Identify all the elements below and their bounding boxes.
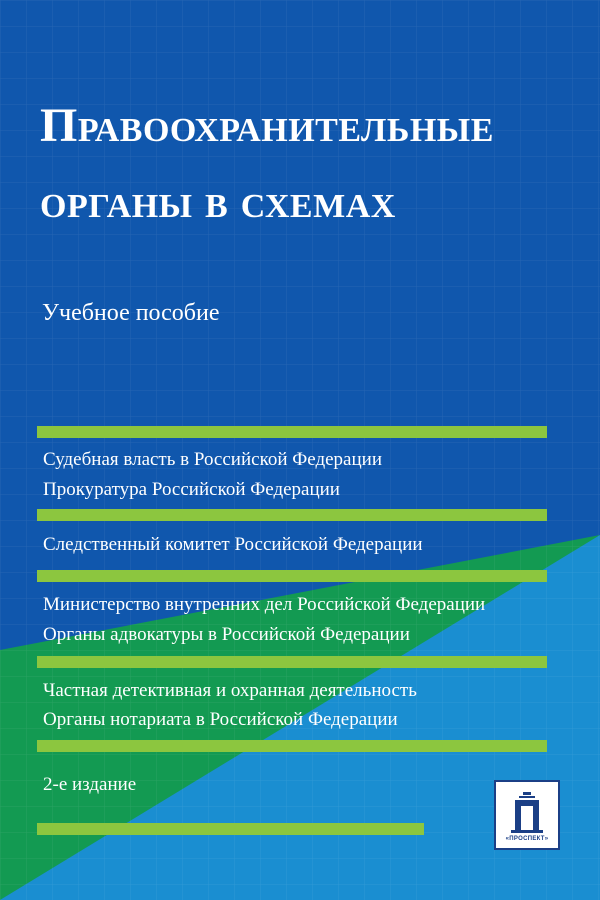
divider-bar-5 bbox=[37, 740, 547, 752]
title-text-1: Правоохранительные bbox=[40, 99, 494, 152]
divider-bar-2 bbox=[37, 509, 547, 521]
topic-advocacy: Органы адвокатуры в Российской Федерации bbox=[43, 624, 410, 645]
topic-investigative-committee: Следственный комитет Российской Федерации bbox=[43, 534, 423, 555]
topic-notary: Органы нотариата в Российской Федерации bbox=[43, 709, 398, 730]
publisher-logo bbox=[494, 780, 560, 850]
divider-bar-6 bbox=[37, 823, 424, 835]
divider-bar-4 bbox=[37, 656, 547, 668]
title-text-2: органы в схемах bbox=[40, 175, 396, 228]
topic-prosecution: Прокуратура Российской Федерации bbox=[43, 479, 340, 500]
title-line-2 bbox=[40, 175, 396, 228]
publisher-logo-text: «ПРОСПЕКТ» bbox=[505, 836, 549, 842]
subtitle: Учебное пособие bbox=[42, 300, 220, 326]
edition-label: 2-е издание bbox=[43, 774, 137, 795]
topic-interior-ministry: Министерство внутренних дел Российской Федерации bbox=[43, 594, 486, 615]
topic-judicial: Судебная власть в Российской Федерации bbox=[43, 449, 382, 470]
topic-private-detective: Частная детективная и охранная деятельность bbox=[43, 680, 417, 701]
title-line-1 bbox=[40, 99, 494, 152]
divider-bar-1 bbox=[37, 426, 547, 438]
publisher-logo-icon bbox=[496, 786, 558, 836]
divider-bar-3 bbox=[37, 570, 547, 582]
